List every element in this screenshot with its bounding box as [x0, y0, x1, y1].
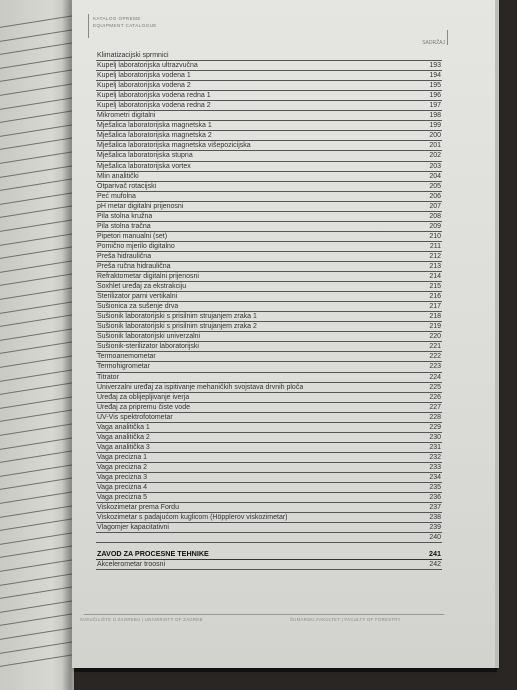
toc-entry: [96, 91, 442, 101]
toc-entry: [96, 262, 442, 272]
toc-entry: [96, 393, 442, 403]
toc-entry-title: Mješalica laboratorijska magnetska 2: [97, 132, 212, 140]
toc-entry-title: Kupelj laboratorijska vodena redna 2: [97, 102, 211, 110]
toc-entry-title: Peć mufolna: [97, 192, 136, 200]
toc-entry: [96, 222, 442, 232]
header-section-divider: [447, 30, 448, 45]
toc-entry-page: 242: [429, 561, 441, 569]
toc-entry-title: Sušionica za sušenje drva: [97, 303, 179, 311]
toc-entry-title: Akcelerometar troosni: [97, 561, 166, 569]
toc-entry-title: Refraktometar digitalni prijenosni: [97, 273, 199, 281]
toc-entry: [96, 413, 442, 423]
toc-entry-page: 220: [429, 333, 441, 341]
toc-entry-page: 218: [429, 313, 441, 321]
toc-entry-page: 225: [429, 383, 441, 391]
toc-entry-page: 201: [429, 142, 441, 150]
toc-entry-page: 228: [429, 413, 441, 421]
toc-entry-page: 219: [429, 323, 441, 331]
toc-entry: [96, 172, 442, 182]
toc-section-title: ZAVOD ZA PROCESNE TEHNIKE: [97, 549, 209, 559]
toc-entry: [96, 182, 442, 192]
toc-entry-title: Mlin analitički: [97, 172, 139, 180]
header-title: KATALOG OPREME: [93, 16, 141, 21]
header-section: SADRŽAJ: [422, 40, 445, 46]
toc-entry: [96, 322, 442, 332]
toc-entry: [96, 282, 442, 292]
toc-entry-title: Pomično mjerilo digitalno: [97, 242, 175, 250]
toc-entry: [96, 111, 442, 121]
header-divider: [88, 14, 89, 38]
toc-entry: [96, 131, 442, 141]
toc-entry: [96, 101, 442, 111]
toc-entry: [96, 523, 442, 533]
toc-entry-title: Vlagomjer kapacitativni: [97, 524, 169, 532]
toc-entry: [96, 342, 442, 352]
toc-entry: [96, 141, 442, 151]
toc-entry: [96, 192, 442, 202]
toc-section-heading: [96, 549, 442, 560]
toc-entry-page: 203: [429, 162, 441, 170]
toc-entry: [96, 493, 442, 503]
toc-section-page: 241: [429, 549, 441, 559]
toc-entry-title: Vaga analitička 3: [97, 443, 150, 451]
toc-entry: [96, 332, 442, 342]
toc-entry-page: 197: [429, 102, 441, 110]
toc-entry: [96, 453, 442, 463]
toc-entry-title: UV-Vis spektrofotometar: [97, 413, 173, 421]
toc-entry-title: Viskozimetar s padajućom kuglicom (Höpplerov viskozimetar): [97, 514, 288, 522]
toc-entry-page: 214: [429, 273, 441, 281]
toc-entry-page: 221: [429, 343, 441, 351]
toc-entry: [96, 473, 442, 483]
toc-entry-page: 209: [429, 222, 441, 230]
toc-entry-title: Preša ručna hidraulična: [97, 262, 171, 270]
toc-entry: [96, 433, 442, 443]
toc-entry-page: 196: [429, 92, 441, 100]
toc-entry: [96, 302, 442, 312]
toc-entry-page: 236: [429, 494, 441, 502]
toc-entry-page: 212: [429, 252, 441, 260]
toc-entry-title: Vaga precizna 2: [97, 463, 148, 471]
toc-entry-page: 204: [429, 172, 441, 180]
toc-entry-title: Termohigrometar: [97, 363, 150, 371]
toc-entry-title: Mješalica laboratorijska stupna: [97, 152, 193, 160]
toc-entry-page: 198: [429, 112, 441, 120]
toc-entry-title: Kupelj laboratorijska ultrazvučna: [97, 62, 198, 70]
toc-entry-page: 240: [429, 534, 441, 542]
toc-entry-title: Uređaj za pripremu čiste vode: [97, 403, 190, 411]
toc-entry-title: Vaga precizna 1: [97, 453, 148, 461]
page-edge: [495, 0, 499, 668]
toc-entry: [96, 312, 442, 322]
toc-entry: [96, 81, 442, 91]
toc-entry-page: 232: [429, 453, 441, 461]
toc-entry-page: 194: [429, 72, 441, 80]
toc-entry-page: 211: [429, 242, 441, 250]
toc-entry-page: 231: [429, 443, 441, 451]
toc-entry-page: 215: [429, 283, 441, 291]
toc-entry-page: 213: [429, 262, 441, 270]
toc-entry-title: Otparivač rotacijski: [97, 182, 157, 190]
toc-entry: [96, 362, 442, 372]
toc-entry-page: 216: [429, 293, 441, 301]
toc-entry-title: Termoanemometar: [97, 353, 156, 361]
toc-entry-page: 199: [429, 122, 441, 130]
toc-entry: [96, 383, 442, 393]
toc-entry-title: pH metar digitalni prijenosni: [97, 202, 184, 210]
toc-entry: [96, 533, 442, 543]
toc-entry-title: Preša hidraulična: [97, 252, 152, 260]
toc-entry: [96, 292, 442, 302]
toc-entry-page: 193: [429, 62, 441, 70]
toc-entry-page: 195: [429, 82, 441, 90]
toc-entry-title: Mješalica laboratorijska vortex: [97, 162, 191, 170]
toc-entry-page: 224: [429, 373, 441, 381]
toc-entry-title: Pila stolna tračna: [97, 222, 151, 230]
toc-entry-title: Sušionik-sterilizator laboratorijski: [97, 343, 199, 351]
toc-entry-page: 206: [429, 192, 441, 200]
toc-entry-page: 237: [429, 504, 441, 512]
toc-entry-title: Klimatizacijski sprmnici: [97, 52, 169, 59]
toc-entry-title: Uređaj za oblijepljivanje iverja: [97, 393, 190, 401]
toc-entry: [96, 121, 442, 131]
toc-entry: [96, 51, 442, 61]
toc-entry-page: 222: [429, 353, 441, 361]
toc-entry-page: 202: [429, 152, 441, 160]
toc-entry-title: Sušionik laboratorijski s prisilnim strujanjem zraka 2: [97, 323, 257, 331]
toc-entry-page: 235: [429, 484, 441, 492]
toc-entry-page: 223: [429, 363, 441, 371]
toc-entry-title: Sušionik laboratorijski s prisilnim strujanjem zraka 1: [97, 313, 257, 321]
toc-entry-title: Soxhlet uređaj za ekstrakciju: [97, 283, 187, 291]
toc-entry-page: 210: [429, 232, 441, 240]
toc-entry: [96, 212, 442, 222]
toc-entry: [96, 403, 442, 413]
toc-entry-page: 207: [429, 202, 441, 210]
toc-entry-title: Mikrometri digitalni: [97, 112, 156, 120]
toc-entry: [96, 61, 442, 71]
toc-entry: [96, 151, 442, 161]
toc-entry: [96, 463, 442, 473]
toc-entry-title: Pipetori manualni (set): [97, 232, 168, 240]
toc-entry: [96, 232, 442, 242]
toc-entry-title: Titrator: [97, 373, 119, 381]
toc-entry-page: 229: [429, 423, 441, 431]
toc-entry-page: 205: [429, 182, 441, 190]
toc-entry: [96, 503, 442, 513]
toc-entry-title: Pila stolna kružna: [97, 212, 153, 220]
toc-entry: [96, 71, 442, 81]
toc-entry: [96, 423, 442, 433]
toc-entry-title: Sterilizator parni vertikalni: [97, 293, 178, 301]
toc-entry-page: 239: [429, 524, 441, 532]
toc-entry: [96, 252, 442, 262]
toc-entry-title: Vaga analitička 2: [97, 433, 150, 441]
toc-entry-title: Kupelj laboratorijska vodena redna 1: [97, 92, 211, 100]
toc-entry: [96, 352, 442, 362]
toc-entry-title: Vaga analitička 1: [97, 423, 150, 431]
header-subtitle: EQUIPMENT CATALOGUE: [93, 23, 157, 28]
toc-entry-page: 217: [429, 303, 441, 311]
toc-entry: [96, 443, 442, 453]
footer-left: SVEUČILIŠTE U ZAGREBU | UNIVERSITY OF ZAGREB: [80, 617, 203, 622]
toc-entry-page: 238: [429, 514, 441, 522]
toc-entry-page: 230: [429, 433, 441, 441]
table-edge: [74, 668, 497, 672]
toc-entry: [96, 242, 442, 252]
toc-entry-title: Vaga precizna 5: [97, 494, 148, 502]
toc-entry-title: Viskozimetar prema Fordu: [97, 504, 179, 512]
toc-entry-title: Sušionik laboratorijski univerzalni: [97, 333, 201, 341]
toc-entry: [96, 513, 442, 523]
toc-entry-page: 208: [429, 212, 441, 220]
toc-entry-title: Kupelj laboratorijska vodena 1: [97, 72, 191, 80]
toc-entry: [96, 162, 442, 172]
toc-entry-page: 226: [429, 393, 441, 401]
toc-entry-page: 227: [429, 403, 441, 411]
table-of-contents: [96, 51, 442, 570]
toc-entry: [96, 483, 442, 493]
toc-entry-title: Vaga precizna 4: [97, 484, 148, 492]
toc-entry: [96, 373, 442, 383]
toc-entry: [96, 202, 442, 212]
toc-entry: [96, 272, 442, 282]
toc-entry-title: Mješalica laboratorijska magnetska 1: [97, 122, 212, 130]
toc-entry-page: 200: [429, 132, 441, 140]
toc-entry-title: Univerzalni uređaj za ispitivanje mehaničkih svojstava drvnih ploča: [97, 383, 304, 391]
toc-entry-page: 233: [429, 463, 441, 471]
toc-entry-title: Mješalica laboratorijska magnetska višepozicijska: [97, 142, 251, 150]
toc-entry-title: Vaga precizna 3: [97, 473, 148, 481]
toc-entry-page: 234: [429, 473, 441, 481]
footer-right: ŠUMARSKI FAKULTET | FACULTY OF FORESTRY: [290, 617, 401, 622]
toc-entry: [96, 560, 442, 570]
toc-entry-title: Kupelj laboratorijska vodena 2: [97, 82, 191, 90]
footer-rule: [84, 614, 444, 615]
